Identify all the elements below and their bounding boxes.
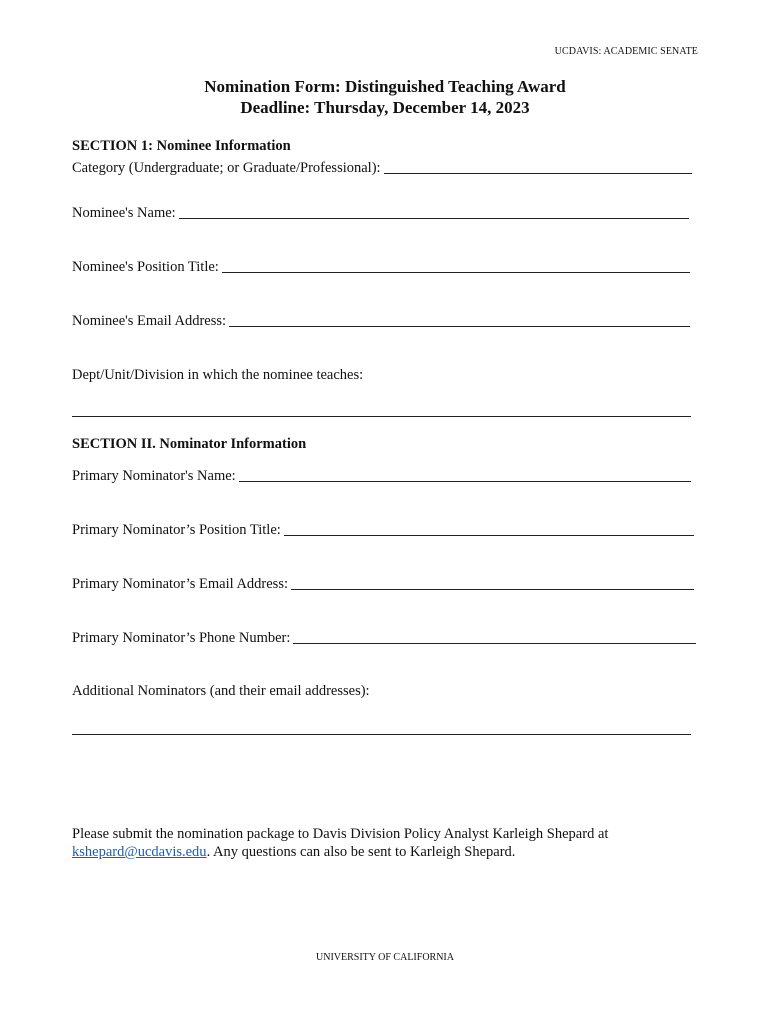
nominee-name-label: Nominee's Name: xyxy=(72,205,176,221)
nominee-position-label: Nominee's Position Title: xyxy=(72,259,219,275)
nominee-name-input-line[interactable] xyxy=(179,217,689,219)
nominator-position-input-line[interactable] xyxy=(284,534,694,536)
nominator-name-field[interactable] xyxy=(72,468,691,485)
nominee-name-field[interactable] xyxy=(72,205,689,222)
section2-heading: SECTION II. Nominator Information xyxy=(72,436,307,452)
nominee-email-input-line[interactable] xyxy=(229,325,690,327)
nominator-phone-field[interactable] xyxy=(72,630,696,647)
nominator-phone-label: Primary Nominator’s Phone Number: xyxy=(72,630,291,646)
category-input-line[interactable] xyxy=(384,172,692,174)
form-title xyxy=(0,76,770,118)
footer-text: UNIVERSITY OF CALIFORNIA xyxy=(316,952,454,963)
submission-note xyxy=(72,825,692,861)
nominator-position-field[interactable] xyxy=(72,522,694,539)
nominator-email-field[interactable] xyxy=(72,576,694,593)
nominator-name-input-line[interactable] xyxy=(239,480,691,482)
category-label: Category (Undergraduate; or Graduate/Professional): xyxy=(72,160,381,176)
header-org: UCDAVIS: ACADEMIC SENATE xyxy=(554,46,698,57)
nominator-position-label: Primary Nominator’s Position Title: xyxy=(72,522,281,538)
nominator-email-input-line[interactable] xyxy=(291,588,694,590)
nominee-email-field[interactable] xyxy=(72,313,690,330)
nominee-position-input-line[interactable] xyxy=(222,271,690,273)
dept-input-line[interactable] xyxy=(72,416,691,417)
title-line-1: Nomination Form: Distinguished Teaching Award xyxy=(204,77,566,96)
contact-email-link[interactable]: kshepard@ucdavis.edu xyxy=(72,844,207,860)
category-field[interactable] xyxy=(72,160,692,177)
nominator-email-label: Primary Nominator’s Email Address: xyxy=(72,576,288,592)
note-text-before: Please submit the nomination package to Davis Division Policy Analyst Karleigh Shepard at xyxy=(72,826,609,842)
section1-heading: SECTION 1: Nominee Information xyxy=(72,138,291,154)
nominator-phone-input-line[interactable] xyxy=(293,642,696,644)
dept-label: Dept/Unit/Division in which the nominee teaches: xyxy=(72,367,364,383)
nominee-email-label: Nominee's Email Address: xyxy=(72,313,227,329)
additional-nominators-input-line[interactable] xyxy=(72,734,691,735)
additional-nominators-label: Additional Nominators (and their email addresses): xyxy=(72,683,370,699)
nominee-position-field[interactable] xyxy=(72,259,690,276)
nominator-name-label: Primary Nominator's Name: xyxy=(72,468,236,484)
note-text-after: . Any questions can also be sent to Karleigh Shepard. xyxy=(206,844,516,860)
title-line-2: Deadline: Thursday, December 14, 2023 xyxy=(240,98,530,117)
